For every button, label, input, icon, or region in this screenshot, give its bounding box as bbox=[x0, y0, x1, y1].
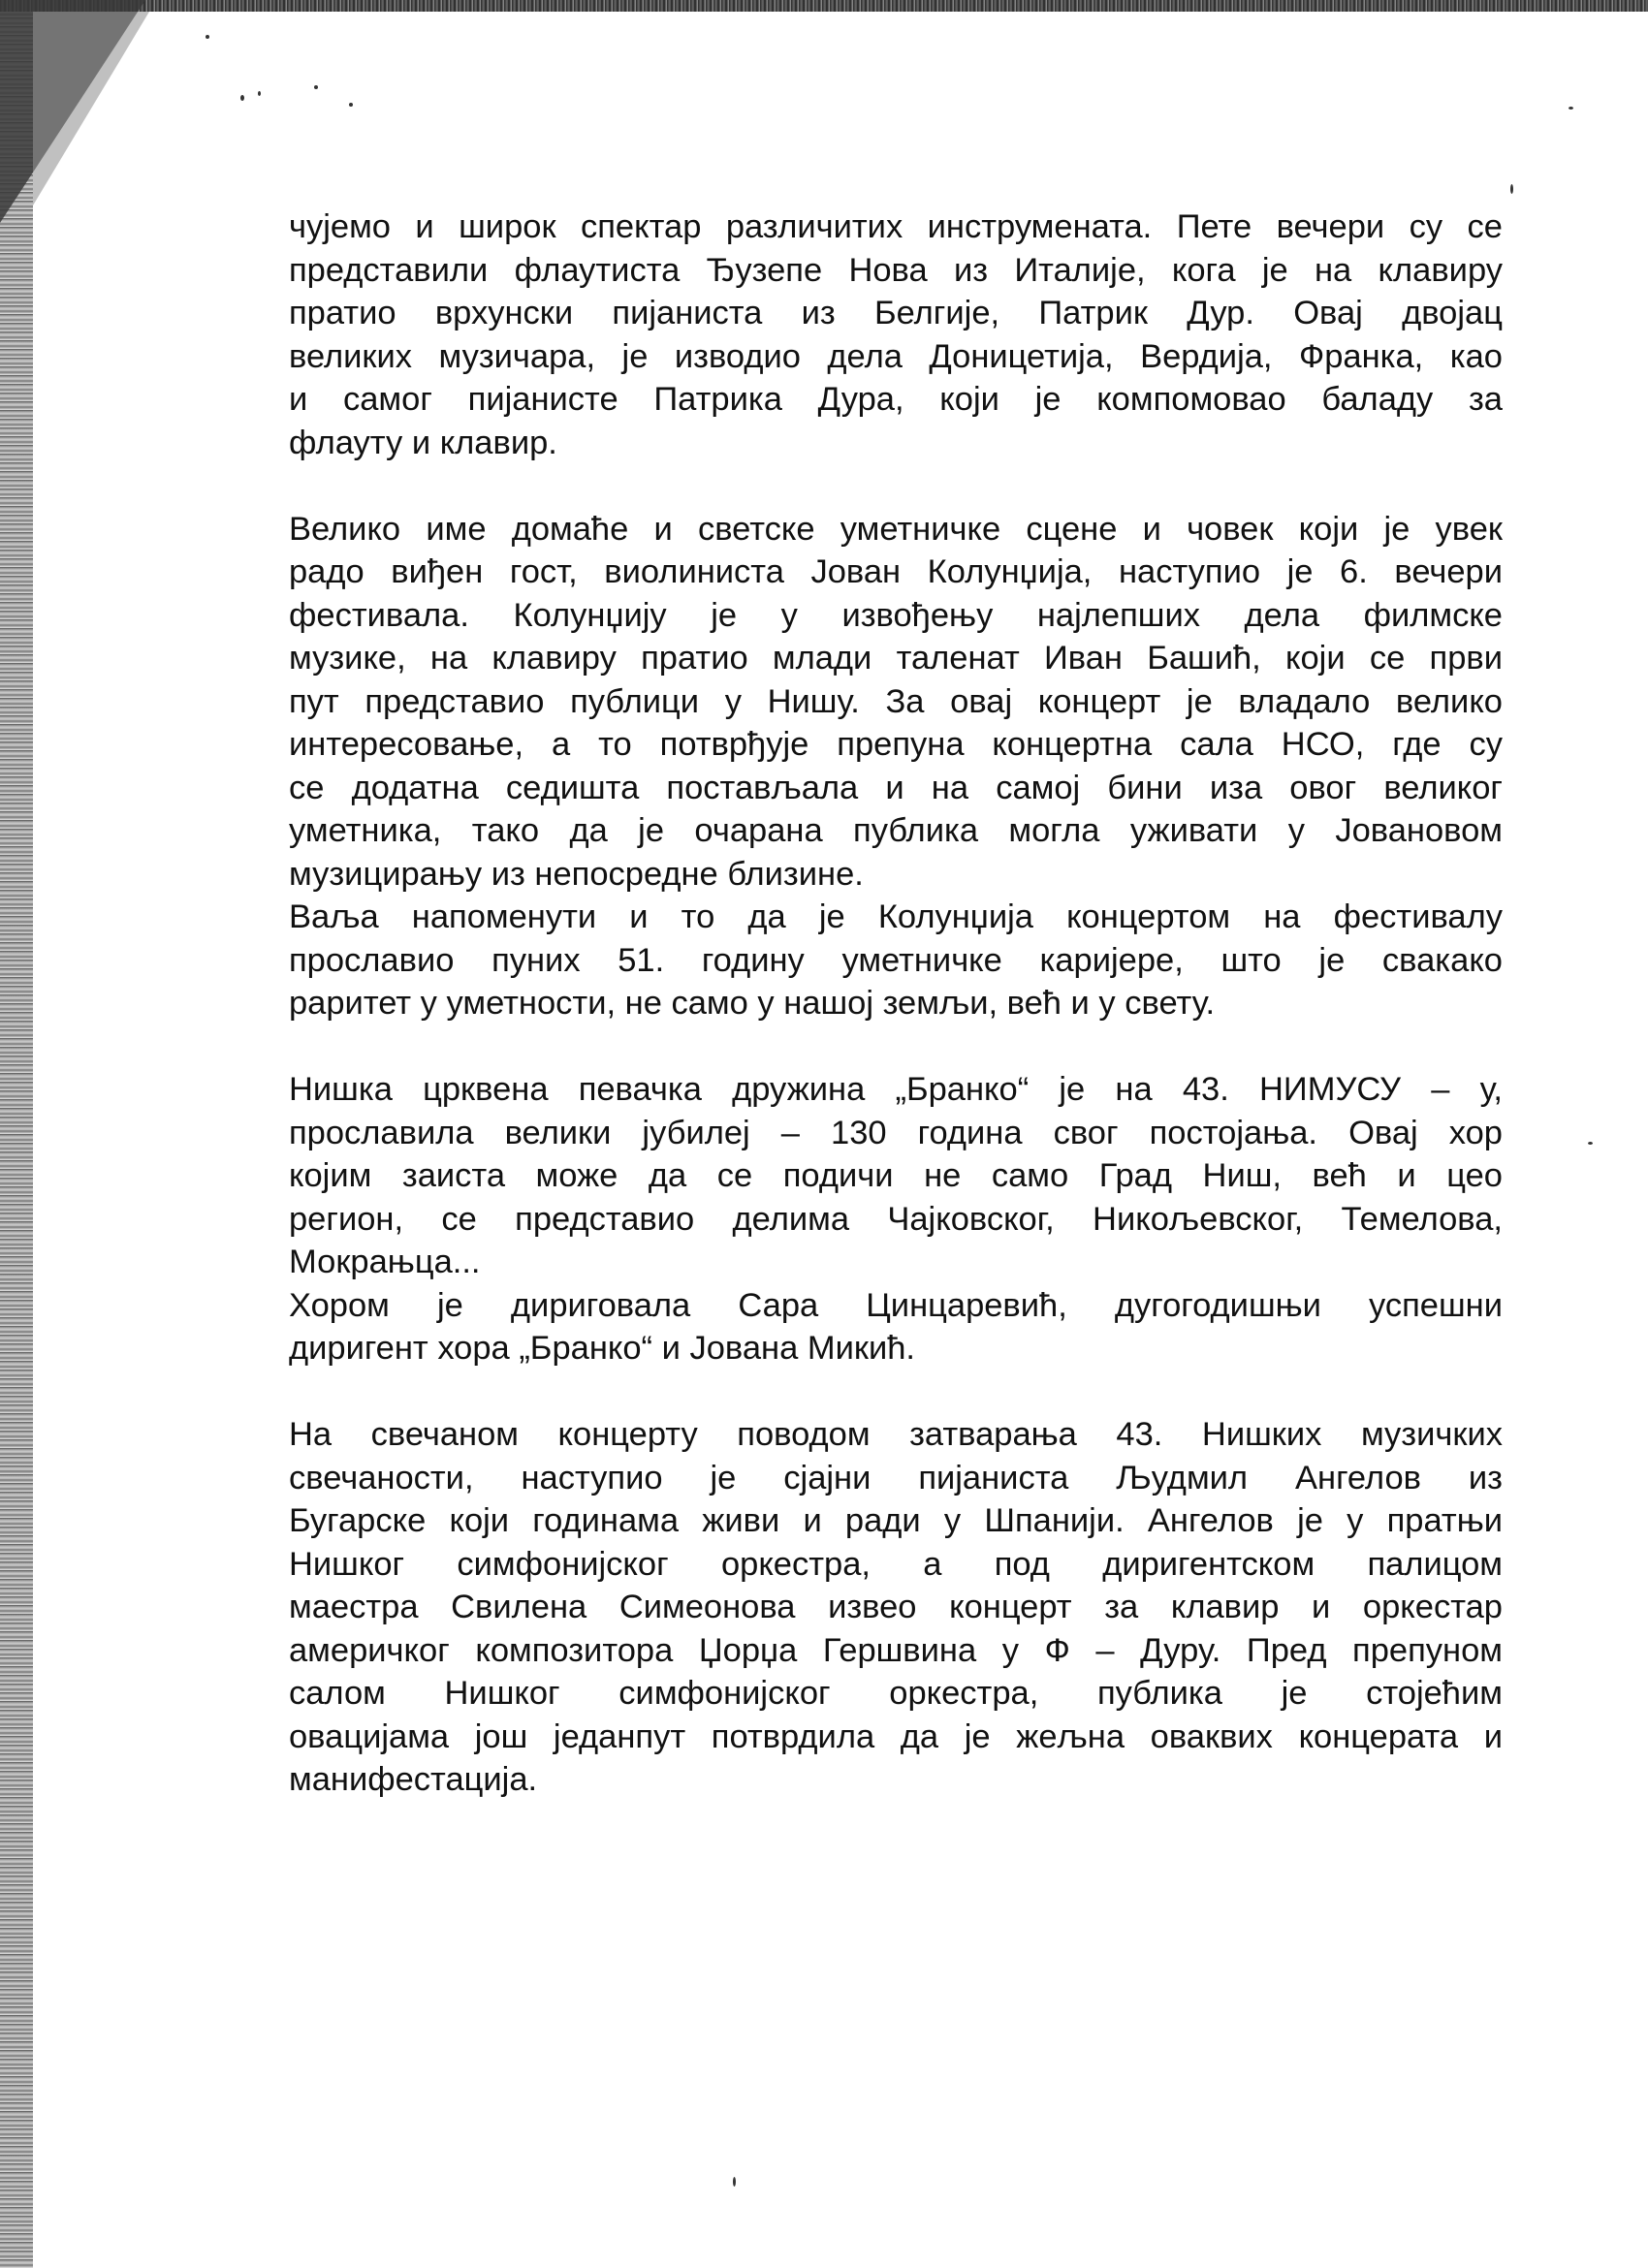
scan-speck bbox=[349, 103, 353, 107]
folded-corner-shadow bbox=[33, 12, 149, 205]
text-line: прославила велики јубилеј – 130 година свог постојања. Овај хор bbox=[289, 1114, 1503, 1151]
text-line: прославио пуних 51. годину уметничке каријере, што је свакако bbox=[289, 941, 1503, 979]
text-line: радо виђен гост, виолиниста Јован Колунџија, наступио је 6. вечери bbox=[289, 553, 1503, 590]
text-line: свечаности, наступио је сјајни пијаниста Људмил Ангелов из bbox=[289, 1459, 1503, 1496]
scan-speck bbox=[1510, 184, 1513, 194]
text-line: музике, на клавиру пратио млади таленат Иван Башић, који се први bbox=[289, 640, 1503, 677]
text-line: Бугарске који годинама живи и ради у Шпанији. Ангелов је у пратњи bbox=[289, 1502, 1503, 1539]
text-line: Нишка црквена певачка дружина „Бранко“ је на 43. НИМУСУ – у, bbox=[289, 1071, 1503, 1108]
scan-speck bbox=[314, 85, 318, 89]
text-line: великих музичара, је изводио дела Доницетија, Вердија, Франка, као bbox=[289, 337, 1503, 375]
paragraph-career bbox=[289, 896, 1503, 1025]
text-line: фестивала. Колунџију је у извођењу најлепших дела филмске bbox=[289, 596, 1503, 634]
text-line: пратио врхунски пијаниста из Белгије, Патрик Дур. Овај двојац bbox=[289, 295, 1503, 331]
text-line: Хором је дириговала Сара Цинцаревић, дугогодишњи успешни bbox=[289, 1286, 1503, 1324]
text-line: Ваља напоменути и то да је Колунџија концертом на фестивалу bbox=[289, 898, 1503, 935]
text-line: Нишког симфонијског оркестра, а под диригентском палицом bbox=[289, 1545, 1503, 1583]
text-line: Мокрањца... bbox=[289, 1244, 481, 1280]
paragraph-kolundzija bbox=[289, 508, 1503, 897]
text-line: флауту и клавир. bbox=[289, 424, 557, 461]
text-line: уметника, тако да је очарана публика могла уживати у Јовановом bbox=[289, 812, 1503, 849]
scan-speck bbox=[733, 2177, 736, 2187]
text-line: америчког композитора Џорџа Гершвина у Ф – Дуру. Пред препуном bbox=[289, 1631, 1503, 1669]
scan-speck bbox=[206, 35, 209, 39]
text-line: представили флаутиста Ђузепе Нова из Италије, кога је на клавиру bbox=[289, 251, 1503, 289]
text-line: интересовање, а то потврђује препуна концертна сала НСО, где су bbox=[289, 726, 1503, 763]
text-line: којим заиста може да се подичи не само Град Ниш, већ и цео bbox=[289, 1157, 1503, 1194]
text-line: раритет у уметности, не само у нашој земљи, већ и у свету. bbox=[289, 985, 1216, 1022]
text-line: маестра Свилена Симеонова извео концерт за клавир и оркестар bbox=[289, 1589, 1503, 1625]
scan-speck bbox=[258, 91, 261, 96]
text-line: Велико име домаће и светске уметничке сцене и човек који је увек bbox=[289, 510, 1503, 548]
scan-edge-top bbox=[0, 0, 1648, 12]
document-body bbox=[289, 205, 1503, 1802]
scan-edge-left bbox=[0, 0, 33, 2268]
text-line: чујемо и широк спектар различитих инструмената. Пете вечери су се bbox=[289, 208, 1503, 245]
text-line: манифестација. bbox=[289, 1761, 538, 1798]
paragraph-conductor bbox=[289, 1284, 1503, 1370]
text-line: музицирању из непосредне близине. bbox=[289, 855, 864, 893]
text-line: и самог пијанисте Патрика Дура, који је компомовао баладу за bbox=[289, 381, 1503, 418]
paragraph-instruments bbox=[289, 205, 1503, 464]
scan-speck bbox=[240, 95, 244, 101]
text-line: пут представио публици у Нишу. За овај концерт је владало велико bbox=[289, 682, 1503, 720]
text-line: се додатна седишта постављала и на самој бини иза овог великог bbox=[289, 769, 1503, 806]
text-line: На свечаном концерту поводом затварања 43. Нишких музичких bbox=[289, 1416, 1503, 1453]
text-line: овацијама још једанпут потврдила да је жељна оваквих концерата и bbox=[289, 1717, 1503, 1755]
scan-speck bbox=[1569, 107, 1573, 110]
text-line: диригент хора „Бранко“ и Јована Микић. bbox=[289, 1330, 916, 1367]
paragraph-branko bbox=[289, 1068, 1503, 1284]
scan-speck bbox=[1588, 1142, 1593, 1145]
text-line: салом Нишког симфонијског оркестра, публика је стојећим bbox=[289, 1675, 1503, 1712]
text-line: регион, се представио делима Чајковског, Никољевског, Темелова, bbox=[289, 1200, 1503, 1238]
paragraph-closing-concert bbox=[289, 1413, 1503, 1802]
